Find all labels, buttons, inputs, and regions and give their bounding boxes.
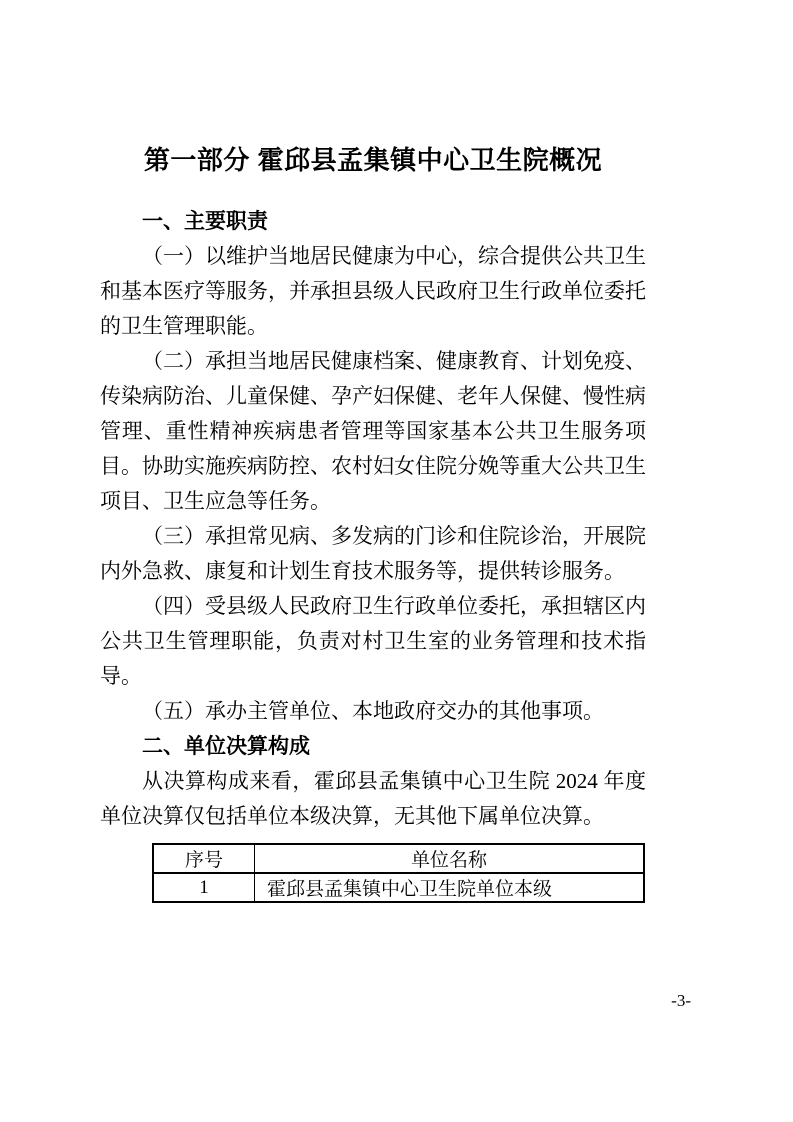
unit-table-header-index: 序号 xyxy=(153,844,255,873)
paragraph-duty-5: （五）承办主管单位、本地政府交办的其他事项。 xyxy=(142,699,604,723)
unit-table-header-row xyxy=(153,844,644,873)
paragraph-budget-composition: 从决算构成来看，霍邱县孟集镇中心卫生院 2024 年度单位决算仅包括单位本级决算，无其他下属单位决算。 xyxy=(100,769,646,828)
table-row xyxy=(153,873,644,902)
paragraph-duty-2: （二）承担当地居民健康档案、健康教育、计划免疫、传染病防治、儿童保健、孕产妇保健、老年人保健、慢性病管理、重性精神疾病患者管理等国家基本公共卫生服务项目。协助实施疾病防控、农村妇女住院分娩等重大公共卫生项目、卫生应急等任务。 xyxy=(100,349,646,513)
section-heading-budget-composition: 二、单位决算构成 xyxy=(142,735,310,758)
section-heading-main-duties: 一、主要职责 xyxy=(142,210,268,233)
unit-name-cell: 霍邱县孟集镇中心卫生院单位本级 xyxy=(255,873,645,902)
unit-table-header-name: 单位名称 xyxy=(255,844,645,873)
unit-index-cell: 1 xyxy=(153,873,255,902)
paragraph-duty-4: （四）受县级人民政府卫生行政单位委托，承担辖区内公共卫生管理职能，负责对村卫生室的业务管理和技术指导。 xyxy=(100,594,646,688)
paragraph-duty-1: （一）以维护当地居民健康为中心，综合提供公共卫生和基本医疗等服务，并承担县级人民政府卫生行政单位委托的卫生管理职能。 xyxy=(100,244,646,338)
paragraph-duty-3: （三）承担常见病、多发病的门诊和住院诊治，开展院内外急救、康复和计划生育技术服务等，提供转诊服务。 xyxy=(100,524,646,583)
page-number: -3- xyxy=(671,991,691,1010)
page-title: 第一部分 霍邱县孟集镇中心卫生院概况 xyxy=(143,145,603,175)
document-content xyxy=(100,140,646,903)
unit-table xyxy=(152,843,645,903)
